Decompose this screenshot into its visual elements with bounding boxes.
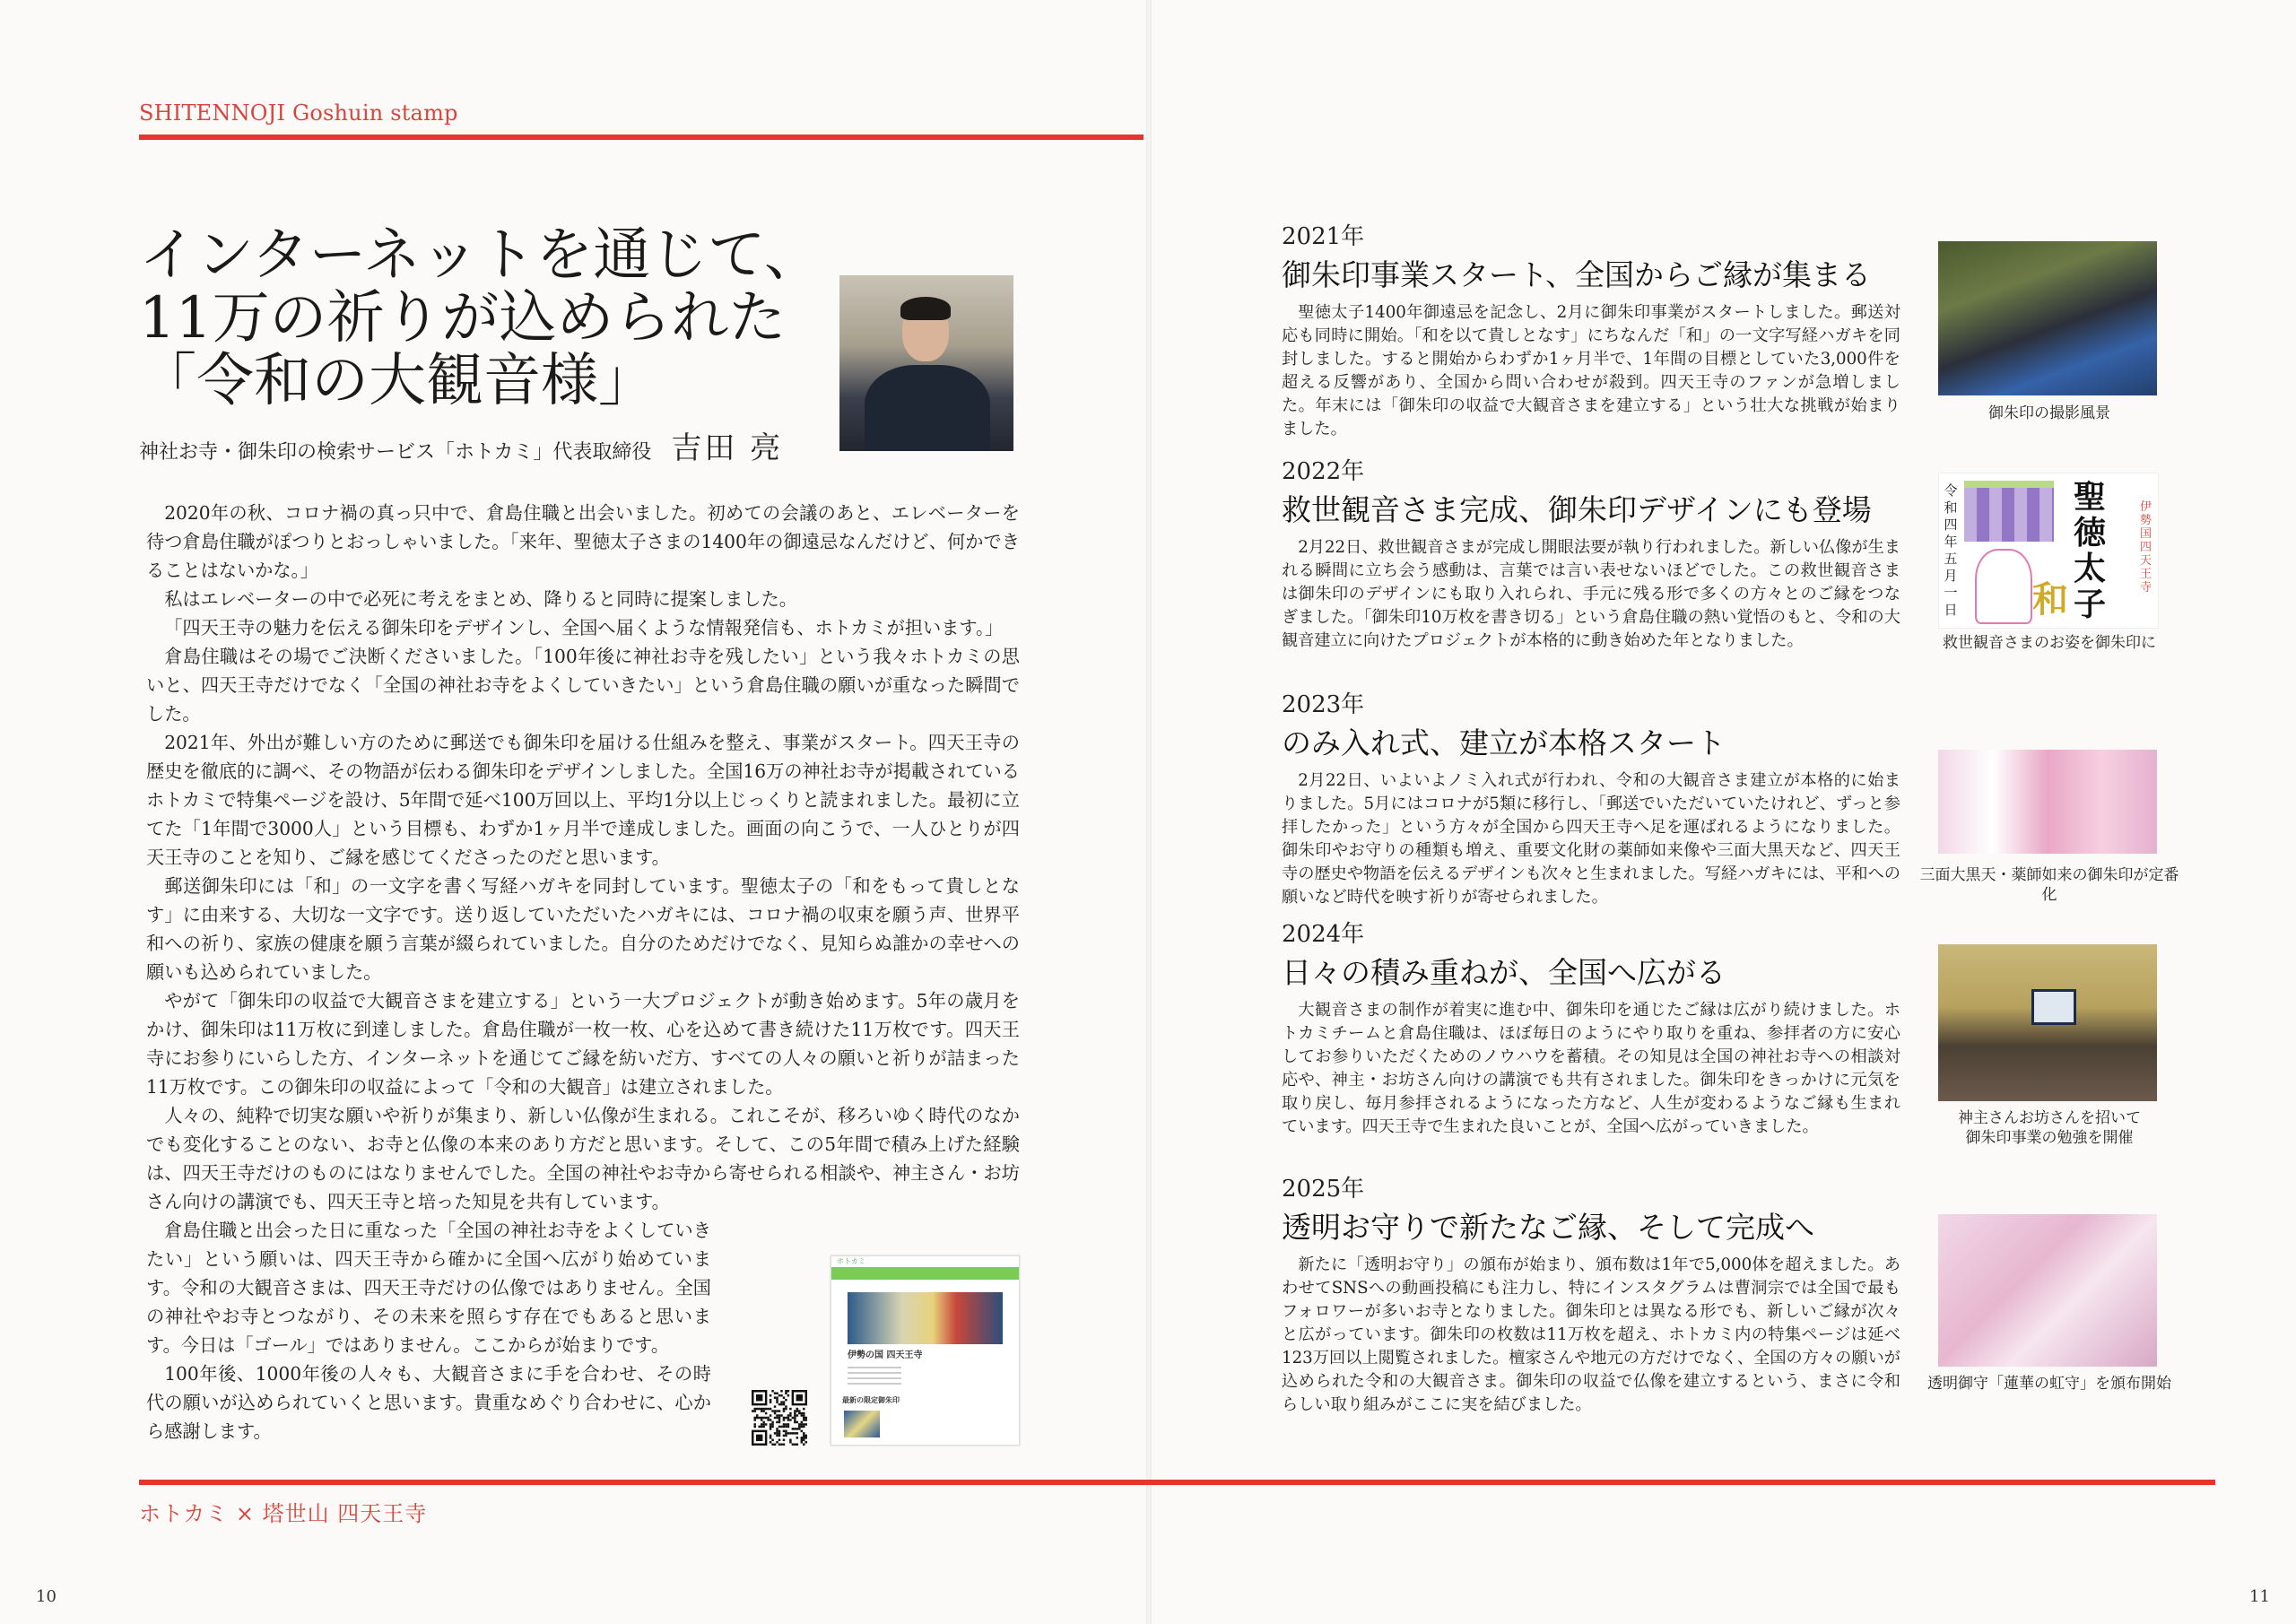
stamp-calligraphy: 聖徳太子 [2074,478,2107,623]
site-banner-bar [831,1267,1019,1280]
title-line: インターネットを通じて、 [139,222,822,289]
photo-caption: 御朱印の撮影風景 [1988,404,2110,422]
article-body [146,499,1020,1216]
author-role: 神社お寺・御朱印の検索サービス「ホトカミ」代表取締役 [139,441,652,464]
year-label: 2022年 [1282,458,1365,485]
year-label: 2025年 [1282,1176,1365,1203]
author-name: 吉田 亮 [671,430,784,466]
article-column [146,499,1020,1446]
photo-daikokuten-yakushi-goshuin [1938,750,2157,854]
timeline-heading: のみ入れ式、建立が本格スタート [1282,725,1726,760]
site-thumbnail [844,1411,880,1437]
timeline-section [1282,222,1900,457]
title-line: 11万の祈りが込められた [139,285,787,352]
photo-caption: 神主さんお坊さんを招いて 御朱印事業の勉強を開催 [1958,1109,2141,1147]
timeline-heading: 日々の積み重ねが、全国へ広がる [1282,955,1726,990]
photo-study-session [1938,944,2157,1101]
timeline-text: 大観音さまの制作が着実に進む中、御朱印を通じたご縁は広がり続けました。ホトカミチームと倉島住職は、ほぼ毎日のようにやり取りを重ね、参拝者の方に安心してお参りいただくためのノウハウを蓄積。その知見は全国の神社お寺への相談対応や、神主・お坊さん向けの講演でも共有されました。御朱印をきっかけに元気を取り戻し、毎月参拝されるようになった方など、人生が変わるようなご縁も生まれています。四天王寺で生まれた良いことが、全国へ広がっていきました。 [1282,1001,1900,1136]
author-portrait [839,275,1013,451]
title-line: 「令和の大観音様」 [139,348,656,414]
monitor [2031,989,2076,1025]
timeline-heading: 救世観音さま完成、御朱印デザインにも登場 [1282,492,1872,527]
photo-caption: 三面大黒天・薬師如来の御朱印が定番化 [1919,866,2179,904]
page-gutter [1146,0,1152,1624]
site-section-title: 最新の限定御朱印 [842,1395,900,1404]
timeline-section [1282,920,1900,1175]
paragraph: 「四天王寺の魅力を伝える御朱印をデザインし、全国へ届くような情報発信も、ホトカミが担います。」 [164,617,1004,638]
author-byline [139,423,783,467]
site-hero-image [848,1292,1003,1344]
paragraph: 倉島住職と出会った日に重なった「全国の神社お寺をよくしていきたい」という願いは、四天王寺から確かに全国へ広がり始めています。令和の大観音さまは、四天王寺だけの仏像ではありません。全国の神社やお寺とつながり、その未来を照らす存在でもあると思います。今日は「ゴール」ではありません。ここからが始まりです。 [146,1220,711,1356]
paragraph: 100年後、1000年後の人々も、大観音さまに手を合わせ、その時代の願いが込められていくと思います。貴重なめぐり合わせに、心から感謝します。 [146,1363,711,1442]
timeline-heading: 御朱印事業スタート、全国からご縁が集まる [1282,257,1872,292]
paragraph: 倉島住職はその場でご決断くださいました。「100年後に神社お寺を残したい」という我々ホトカミの思いと、四天王寺だけでなく「全国の神社お寺をよくしていきたい」という倉島住職の願いが重なった瞬間でした。 [146,646,1020,725]
year-label: 2021年 [1282,223,1365,250]
footer-label: ホトカミ × 塔世山 四天王寺 [139,1501,428,1526]
website-preview-image [831,1255,1020,1446]
timeline-text: 2月22日、救世観音さまが完成し開眼法要が執り行われました。新しい仏像が生まれる瞬間に立ち会う感動は、言葉では言い表せないほどでした。この救世観音さまは御朱印のデザインにも取り入れられ、手元に残る形で多くの方々とのご縁をつなぎました。「御朱印10万枚を書き切る」という倉島住職の熱い覚悟のもと、令和の大観音建立に向けたプロジェクトが本格的に動き始めた年となりました。 [1282,538,1900,650]
photo-caption: 救世観音さまのお姿を御朱印に [1943,634,2156,652]
timeline-section [1282,1175,1900,1417]
qr-code-icon[interactable] [752,1390,807,1446]
paragraph: 2020年の秋、コロナ禍の真っ只中で、倉島住職と出会いました。初めての会議のあと、エレベーターを待つ倉島住職がぽつりとおっしゃいました。「来年、聖徳太子さまの1400年の御遠忌なんだけど、何かできることはないかな。」 [146,502,1020,581]
photo-goshuin-shooting [1938,241,2157,395]
stamp-temple: 伊勢国 四天王寺 [2140,500,2152,595]
page-number-left: 10 [36,1587,57,1606]
timeline-text: 2月22日、いよいよノミ入れ式が行われ、令和の大観音さま建立が本格的に始まりました。5月にはコロナが5類に移行し、「郵送でいただいていたけれど、ずっと参拝したかった」という方々が全国から四天王寺へ足を運ばれるようになりました。御朱印やお守りの種類も増え、重要文化財の薬師如来像や三面大黒天など、四天王寺の歴史や物語を伝えるデザインも次々と生まれました。写経ハガキには、平和への願いなど時代を映す祈りが寄せられました。 [1282,771,1900,907]
header-rule [139,135,1144,140]
timeline-section [1282,690,1900,920]
timeline-section [1282,457,1900,690]
wisteria-illustration [1964,481,2054,542]
timeline-heading: 透明お守りで新たなご縁、そして完成へ [1282,1210,1814,1245]
paragraph: 私はエレベーターの中で必死に考えをまとめ、降りると同時に提案しました。 [164,588,797,610]
paragraph: 郵送御朱印には「和」の一文字を書く写経ハガキを同封しています。聖徳太子の「和をもって貴しとなす」に由来する、大切な一文字です。送り返していただいたハガキには、コロナ禍の収束を願う声、世界平和への祈り、家族の健康を願う言葉が綴られていました。自分のためだけでなく、見知らぬ誰かの幸せへの願いも込められていました。 [146,875,1020,983]
site-title: 伊勢の国 四天王寺 [848,1350,923,1360]
year-label: 2023年 [1282,691,1365,718]
photo-goshuin-stamp [1938,473,2159,629]
paragraph: やがて「御朱印の収益で大観音さまを建立する」という一大プロジェクトが動き始めます。5年の歳月をかけ、御朱印は11万枚に到達しました。倉島住職が一枚一枚、心を込めて書き続けた11万枚です。四天王寺にお参りにいらした方、インターネットを通じてご縁を紡いだ方、すべての人々の願いと祈りが詰まった11万枚です。この御朱印の収益によって「令和の大観音」は建立されました。 [146,990,1020,1098]
stamp-date: 令和四年五月一日 [1944,482,1958,618]
stamp-kanji: 和 [2032,578,2068,621]
paragraph: 2021年、外出が難しい方のために郵送でも御朱印を届ける仕組みを整え、事業がスタート。四天王寺の歴史を徹底的に調べ、その物語が伝わる御朱印をデザインしました。全国16万の神社お寺が掲載されているホトカミで特集ページを設け、5年間で延べ100万回以上、平均1分以上じっくりと読まれました。最初に立てた「1年間で3000人」という目標も、わずか1ヶ月半で達成しました。画面の向こうで、一人ひとりが四天王寺のことを知り、ご縁を感じてくださったのだと思います。 [146,732,1020,868]
photo-caption: 透明御守「蓮華の虹守」を頒布開始 [1927,1375,2171,1393]
page-number-right: 11 [2249,1587,2270,1606]
timeline-text: 新たに「透明お守り」の頒布が始まり、頒布数は1年で5,000体を超えました。あわせてSNSへの動画投稿にも注力し、特にインスタグラムは曹洞宗では全国で最もフォロワーが多いお寺となりました。御朱印とは異なる形でも、新しいご縁が次々と広がっています。御朱印の枚数は11万枚を超え、ホトカミ内の特集ページは延べ123万回以上閲覧されました。檀家さんや地元の方だけでなく、全国の方々の願いが込められた令和の大観音さま。御朱印の収益で仏像を建立するという、まさに令和らしい取り組みがここに実を結びました。 [1282,1255,1900,1414]
kannon-illustration [1975,549,2032,624]
site-logo: ホトカミ [837,1257,865,1265]
footer-rule [139,1480,2215,1485]
photo-clear-omamori [1938,1214,2157,1367]
paragraph: 人々の、純粋で切実な願いや祈りが集まり、新しい仏像が生まれる。これこそが、移ろいゆく時代のなかでも変化することのない、お寺と仏像の本来のあり方だと思います。そして、この5年間で積み上げた経験は、四天王寺だけのものにはなりませんでした。全国の神社やお寺から寄せられる相談や、神主さん・お坊さん向けの講演でも、四天王寺と培った知見を共有しています。 [146,1105,1020,1212]
article-closing [146,1216,711,1446]
section-header: SHITENNOJI Goshuin stamp [139,100,458,126]
article-title [139,224,822,413]
closing-row [146,1216,1020,1446]
timeline [1282,222,1900,1417]
year-label: 2024年 [1282,921,1365,948]
timeline-text: 聖徳太子1400年御遠忌を記念し、2月に御朱印事業がスタートしました。郵送対応も同時に開始。「和を以て貴しとなす」にちなんだ「和」の一文字写経ハガキを同封しました。すると開始からわずか1ヶ月半で、1年間の目標としていた3,000件を超える反響があり、全国から問い合わせが殺到。四天王寺のファンが急増しました。年末には「御朱印の収益で大観音さまを建立する」という壮大な挑戦が始まりました。 [1282,303,1900,439]
